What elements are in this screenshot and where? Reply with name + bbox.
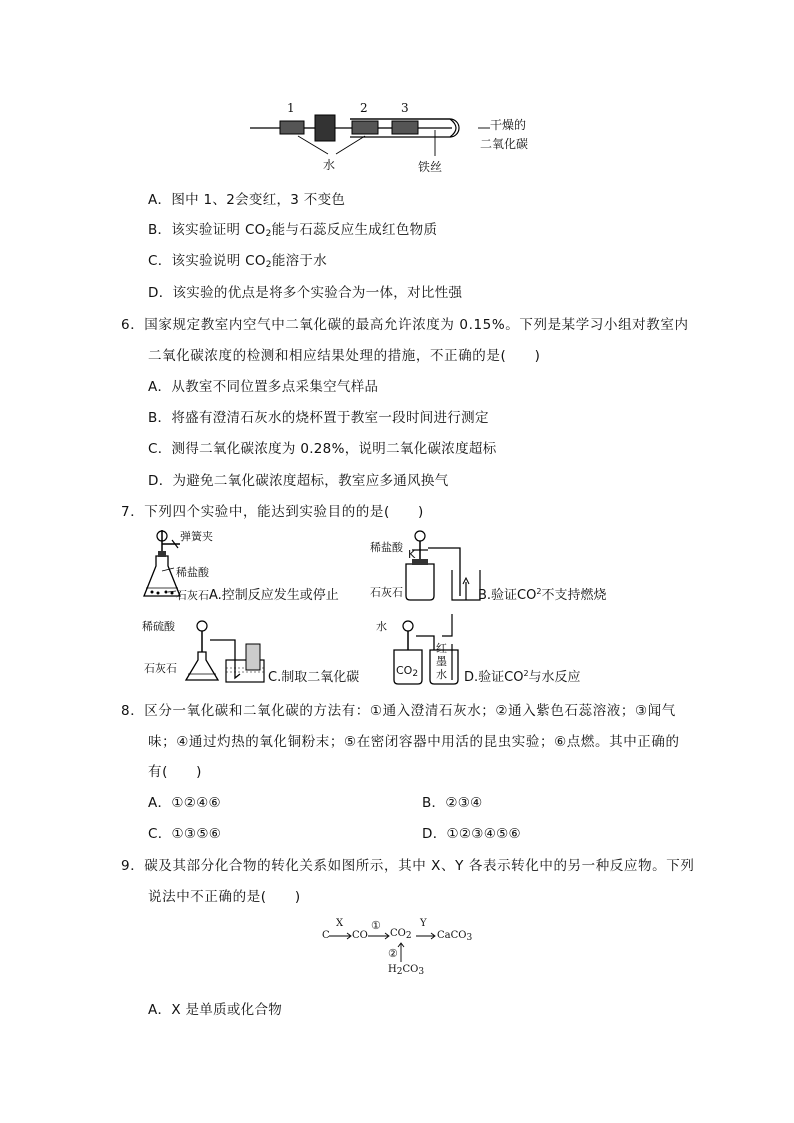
label-co2-d: $CO_2$ <box>396 664 419 679</box>
label-red-ink-1: 红 <box>436 642 447 655</box>
q8-option-d: D．①②③④⑤⑥ <box>422 826 521 842</box>
label-iron-wire: 铁丝 <box>418 160 443 174</box>
q9-option-a: A．X 是单质或化合物 <box>148 1002 283 1018</box>
label-limestone-b: 石灰石 <box>370 586 403 599</box>
paper-strip-1 <box>280 121 304 134</box>
label-spring-clip: 弹簧夹 <box>180 530 213 543</box>
caption-a: 石灰石A.控制反应发生或停止 <box>176 588 339 603</box>
node-c: C <box>322 930 330 941</box>
q8-stem-line1: 8．区分一氧化碳和二氧化碳的方法有：①通入澄清石灰水；②通入紫色石蕊溶液；③闻气 <box>121 703 676 719</box>
paper-strip-2 <box>352 121 378 134</box>
q7-stem: 7．下列四个实验中，能达到实验目的的是( ) <box>121 504 424 520</box>
label-co2: 二氧化碳 <box>480 137 529 151</box>
q5-option-b: B．该实验证明 $CO_2$能与石蕊反应生成红色物质 <box>148 222 438 239</box>
q9-conversion-diagram <box>318 914 488 982</box>
q6-stem-line1: 6．国家规定教室内空气中二氧化碳的最高允许浓度为 0.15%。下列是某学习小组对教室内 <box>121 317 689 333</box>
label-dilute-hcl-b: 稀盐酸 <box>370 541 403 554</box>
label-red-ink-2: 墨 <box>436 655 447 668</box>
q7-apparatus-a <box>140 526 365 604</box>
q6-stem-line2: 二氧化碳浓度的检测和相应结果处理的措施，不正确的是( ) <box>148 348 541 364</box>
label-y: Y <box>420 918 427 929</box>
q8-stem-line3: 有( ) <box>148 764 203 780</box>
caption-d: D.验证$CO^2$与水反应 <box>464 669 581 685</box>
label-water-d: 水 <box>376 620 387 633</box>
q8-option-b: B．②③④ <box>422 795 483 811</box>
node-h2co3: $H_2CO_3$ <box>388 964 425 977</box>
label-dry: 干燥的 <box>490 118 527 132</box>
caption-c: C.制取二氧化碳 <box>268 670 360 685</box>
label-x: X <box>336 918 344 929</box>
label-1: 1 <box>287 101 295 115</box>
label-water: 水 <box>323 158 336 172</box>
q7-apparatus-b <box>368 526 618 604</box>
stopper <box>315 115 335 141</box>
q5-option-c: C．该实验说明 $CO_2$能溶于水 <box>148 253 328 270</box>
q9-stem-line1: 9．碳及其部分化合物的转化关系如图所示，其中 X、Y 各表示转化中的另一种反应物。下列 <box>121 858 695 874</box>
figure-q5 <box>240 98 560 178</box>
label-dilute-hcl-a: 稀盐酸 <box>176 566 209 579</box>
label-red-ink-3: 水 <box>436 668 447 681</box>
q5-option-d: D．该实验的优点是将多个实验合为一体，对比性强 <box>148 285 463 301</box>
q6-option-d: D．为避免二氧化碳浓度超标，教室应多通风换气 <box>148 473 449 489</box>
q5-option-a: A．图中 1、2会变红，3 不变色 <box>148 192 346 208</box>
label-2: 2 <box>360 101 368 115</box>
node-co2: $CO_2$ <box>390 928 412 941</box>
caption-b: B.验证$CO^2$不支持燃烧 <box>478 587 607 603</box>
q6-option-a: A．从教室不同位置多点采集空气样品 <box>148 379 379 395</box>
q6-option-c: C．测得二氧化碳浓度为 0.28%，说明二氧化碳浓度超标 <box>148 441 497 457</box>
label-step-1: ① <box>371 919 381 932</box>
label-3: 3 <box>401 101 409 115</box>
q8-option-a: A．①②④⑥ <box>148 795 221 811</box>
label-step-2: ② <box>388 947 398 960</box>
q8-stem-line2: 味；④通过灼热的氧化铜粉末；⑤在密闭容器中用活的昆虫实验；⑥点燃。其中正确的 <box>148 734 680 750</box>
q6-option-b: B．将盛有澄清石灰水的烧杯置于教室一段时间进行测定 <box>148 410 489 426</box>
q8-option-c: C．①③⑤⑥ <box>148 826 222 842</box>
label-limestone-c: 石灰石 <box>144 662 177 675</box>
q7-apparatus-c <box>140 608 370 688</box>
q9-stem-line2: 说法中不正确的是( ) <box>148 889 301 905</box>
label-valve-k: K <box>408 548 416 561</box>
label-dilute-h2so4: 稀硫酸 <box>142 620 175 633</box>
q7-apparatus-d <box>372 608 612 688</box>
node-caco3: CaCO$_3$ <box>437 930 473 943</box>
node-co: CO <box>352 930 368 941</box>
paper-strip-3 <box>392 121 418 134</box>
